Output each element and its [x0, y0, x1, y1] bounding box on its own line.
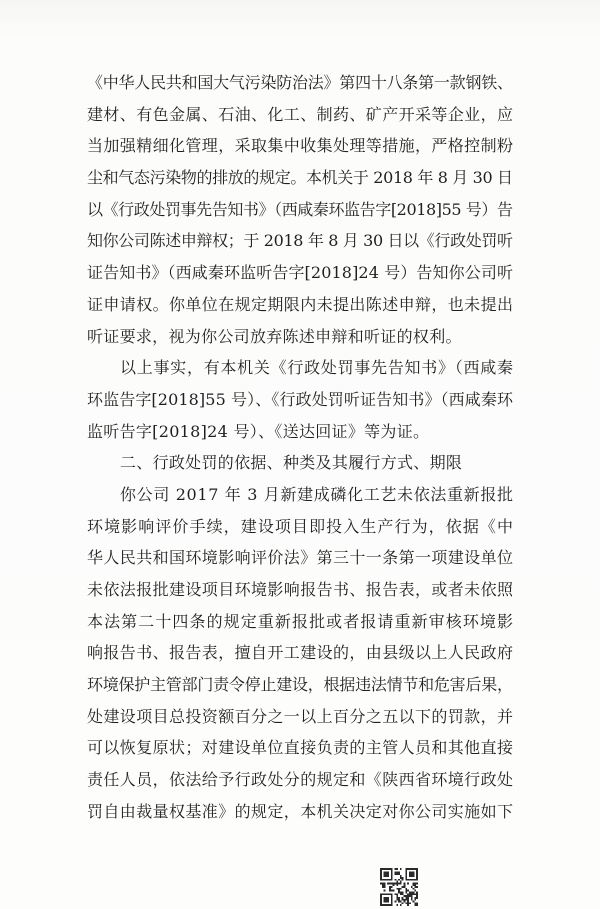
qr-module	[414, 893, 416, 895]
qr-module	[404, 895, 406, 897]
text-line: 罚自由裁量权基准》的规定，本机关决定对你公司实施如下	[87, 801, 514, 821]
qr-module	[380, 893, 382, 895]
text-line: 以上事实，有本机关《行政处罚事先告知书》（西咸秦	[120, 358, 514, 378]
qr-module	[404, 884, 406, 886]
qr-module	[380, 895, 382, 897]
paragraph-evidence	[87, 352, 513, 447]
qr-module	[394, 868, 396, 870]
qr-module	[407, 882, 409, 884]
qr-module	[413, 892, 415, 894]
qr-module	[384, 884, 386, 886]
qr-module	[398, 872, 400, 874]
qr-module	[384, 897, 386, 899]
qr-code-graphic	[380, 868, 418, 906]
qr-module	[409, 893, 411, 895]
paragraph-legal-basis-continued	[87, 67, 513, 352]
qr-module	[393, 884, 395, 886]
qr-module	[380, 882, 382, 884]
qr-module	[396, 882, 398, 884]
qr-module	[411, 893, 413, 895]
text-line: 尘和气态污染物的排放的规定。本机关于 2018 年 8 月 30 日	[87, 168, 513, 188]
qr-module	[407, 901, 409, 903]
qr-module	[409, 873, 411, 875]
qr-module	[405, 873, 407, 875]
qr-module	[380, 899, 382, 901]
qr-module	[404, 882, 406, 884]
qr-module	[384, 904, 386, 906]
qr-module	[387, 873, 389, 875]
qr-module	[391, 873, 393, 875]
qr-module	[414, 868, 416, 870]
qr-module	[391, 895, 393, 897]
qr-module	[396, 868, 398, 870]
qr-module	[407, 895, 409, 897]
qr-module	[407, 893, 409, 895]
qr-module	[391, 886, 393, 888]
qr-module	[387, 899, 389, 901]
qr-module	[391, 902, 393, 904]
text-line: 你公司 2017 年 3 月新建成磷化工艺未依法重新报批	[120, 484, 514, 504]
qr-module	[416, 877, 418, 879]
qr-module	[385, 893, 387, 895]
text-line: 处建设项目总投资额百分之一以上百分之五以下的罚款，并	[87, 706, 514, 726]
qr-module	[380, 868, 382, 870]
qr-module	[413, 868, 415, 870]
text-line: 华人民共和国环境影响评价法》第三十一条第一项建设单位	[87, 548, 514, 568]
text-line: 环境保护主管部门责令停止建设，根据违法情节和危害后果，	[87, 675, 513, 695]
qr-module	[416, 875, 418, 877]
qr-module	[405, 888, 407, 890]
qr-module	[404, 886, 406, 888]
qr-module	[402, 893, 404, 895]
qr-module	[387, 868, 389, 870]
qr-module	[400, 893, 402, 895]
qr-module	[380, 877, 382, 879]
qr-module	[414, 902, 416, 904]
text-line: 未依法报批建设项目环境影响报告书、报告表，或者未依照	[87, 580, 514, 599]
paragraph-penalty-basis	[87, 479, 513, 828]
text-line: 响报告书、报告表，擅自开工建设的，由县级以上人民政府	[87, 643, 514, 663]
qr-module	[414, 899, 416, 901]
qr-module	[396, 893, 398, 895]
qr-module	[416, 902, 418, 904]
qr-module	[389, 893, 391, 895]
qr-module	[400, 892, 402, 894]
qr-module	[402, 892, 404, 894]
qr-module	[400, 875, 402, 877]
qr-module	[385, 872, 387, 874]
qr-module	[407, 868, 409, 870]
qr-module	[416, 870, 418, 872]
qr-module	[387, 904, 389, 906]
text-line: 环境影响评价手续，建设项目即投入生产行为，依据《中	[87, 516, 515, 536]
qr-module	[405, 879, 407, 881]
qr-module	[416, 873, 418, 875]
qr-module	[382, 868, 384, 870]
qr-module	[416, 868, 418, 870]
qr-module	[391, 868, 393, 870]
qr-module	[385, 873, 387, 875]
qr-module	[396, 897, 398, 899]
qr-module	[385, 904, 387, 906]
qr-module	[398, 890, 400, 892]
qr-module	[411, 897, 413, 899]
qr-module	[394, 879, 396, 881]
qr-module	[389, 890, 391, 892]
qr-module	[413, 884, 415, 886]
qr-module	[398, 901, 400, 903]
qr-module	[411, 868, 413, 870]
qr-module	[391, 897, 393, 899]
qr-module	[391, 890, 393, 892]
qr-module	[382, 886, 384, 888]
qr-module	[380, 901, 382, 903]
qr-module	[394, 873, 396, 875]
qr-module	[407, 899, 409, 901]
qr-module	[384, 890, 386, 892]
qr-module	[405, 892, 407, 894]
section-heading-text: 二、行政处罚的依据、种类及其履行方式、期限	[120, 453, 463, 473]
qr-module	[404, 899, 406, 901]
qr-module	[407, 897, 409, 899]
qr-module	[416, 872, 418, 874]
qr-module	[382, 879, 384, 881]
qr-module	[413, 888, 415, 890]
qr-module	[384, 893, 386, 895]
qr-module	[414, 904, 416, 906]
text-line: 责任人员，依法给予行政处分的规定和《陕西省环境行政处	[87, 770, 514, 790]
qr-module	[391, 875, 393, 877]
qr-module	[396, 884, 398, 886]
qr-module	[409, 875, 411, 877]
qr-module	[402, 899, 404, 901]
qr-module	[391, 872, 393, 874]
qr-module	[402, 877, 404, 879]
qr-module	[407, 890, 409, 892]
qr-module	[380, 872, 382, 874]
qr-module	[409, 902, 411, 904]
qr-module	[413, 893, 415, 895]
qr-module	[382, 904, 384, 906]
qr-module	[407, 879, 409, 881]
qr-module	[409, 872, 411, 874]
qr-module	[411, 875, 413, 877]
qr-module	[398, 892, 400, 894]
qr-module	[398, 899, 400, 901]
qr-module	[396, 899, 398, 901]
qr-module	[380, 897, 382, 899]
qr-module	[384, 901, 386, 903]
qr-module	[387, 875, 389, 877]
qr-module	[405, 870, 407, 872]
qr-module	[396, 872, 398, 874]
qr-module	[387, 901, 389, 903]
qr-module	[391, 877, 393, 879]
qr-module	[394, 901, 396, 903]
qr-module	[398, 879, 400, 881]
qr-module	[394, 872, 396, 874]
qr-module	[396, 881, 398, 883]
qr-module	[409, 879, 411, 881]
qr-module	[411, 879, 413, 881]
qr-module	[380, 870, 382, 872]
qr-module	[398, 888, 400, 890]
qr-module	[405, 877, 407, 879]
qr-module	[398, 873, 400, 875]
qr-module	[391, 899, 393, 901]
qr-module	[385, 897, 387, 899]
qr-module	[416, 893, 418, 895]
qr-module	[416, 879, 418, 881]
qr-module	[387, 882, 389, 884]
qr-module	[404, 901, 406, 903]
qr-module	[409, 895, 411, 897]
qr-module	[400, 888, 402, 890]
qr-module	[389, 882, 391, 884]
qr-module	[385, 901, 387, 903]
qr-module	[382, 884, 384, 886]
qr-code-icon	[380, 868, 418, 906]
qr-module	[384, 873, 386, 875]
qr-module	[387, 872, 389, 874]
qr-module	[411, 872, 413, 874]
qr-module	[405, 895, 407, 897]
text-line: 环监告字[2018]55 号）、《行政处罚听证告知书》（西咸秦环	[87, 389, 514, 409]
qr-module	[413, 879, 415, 881]
qr-module	[396, 873, 398, 875]
qr-module	[416, 895, 418, 897]
qr-module	[413, 875, 415, 877]
qr-module	[389, 886, 391, 888]
text-line: 当加强精细化管理，采取集中收集处理等措施，严格控制粉	[87, 136, 514, 156]
text-line: 《中华人民共和国大气污染防治法》第四十八条第一款钢铁、	[87, 73, 513, 92]
qr-module	[391, 870, 393, 872]
qr-module	[398, 882, 400, 884]
qr-module	[384, 875, 386, 877]
qr-module	[380, 904, 382, 906]
qr-module	[400, 901, 402, 903]
qr-module	[391, 893, 393, 895]
text-line: 建材、有色金属、石油、化工、制药、矿产开采等企业，应	[87, 104, 514, 124]
qr-module	[380, 875, 382, 877]
text-line: 知你公司陈述申辩权；于 2018 年 8 月 30 日以《行政处罚听	[87, 231, 513, 251]
qr-module	[380, 873, 382, 875]
text-line: 听证要求，视为你公司放弃陈述申辩和听证的权利。	[87, 326, 462, 346]
qr-module	[416, 892, 418, 894]
qr-module	[380, 902, 382, 904]
qr-module	[387, 879, 389, 881]
qr-module	[405, 872, 407, 874]
qr-module	[396, 895, 398, 897]
qr-module	[394, 882, 396, 884]
qr-module	[402, 902, 404, 904]
qr-module	[384, 882, 386, 884]
qr-module	[380, 879, 382, 881]
qr-module	[402, 886, 404, 888]
qr-module	[402, 879, 404, 881]
qr-module	[389, 888, 391, 890]
qr-module	[411, 886, 413, 888]
qr-module	[402, 897, 404, 899]
qr-module	[413, 882, 415, 884]
qr-module	[405, 902, 407, 904]
qr-module	[384, 899, 386, 901]
qr-module	[400, 882, 402, 884]
document-body	[87, 67, 513, 828]
text-line: 证申请权。你单位在规定期限内未提出陈述申辩，也未提出	[87, 294, 514, 314]
qr-module	[411, 899, 413, 901]
qr-module	[384, 868, 386, 870]
qr-module	[411, 895, 413, 897]
text-line: 证告知书》（西咸秦环监听告字[2018]24 号）告知你公司听	[87, 263, 514, 283]
text-line: 监听告字[2018]24 号）、《送达回证》等为证。	[87, 421, 430, 441]
qr-module	[414, 897, 416, 899]
qr-module	[391, 904, 393, 906]
qr-module	[405, 890, 407, 892]
qr-module	[413, 873, 415, 875]
qr-module	[389, 879, 391, 881]
qr-module	[389, 868, 391, 870]
qr-module	[394, 893, 396, 895]
qr-module	[400, 881, 402, 883]
qr-module	[414, 884, 416, 886]
qr-module	[405, 897, 407, 899]
qr-module	[407, 902, 409, 904]
qr-module	[382, 893, 384, 895]
qr-module	[396, 904, 398, 906]
qr-module	[414, 879, 416, 881]
qr-module	[400, 868, 402, 870]
qr-module	[391, 879, 393, 881]
qr-module	[413, 901, 415, 903]
qr-module	[385, 875, 387, 877]
qr-module	[416, 904, 418, 906]
qr-module	[416, 886, 418, 888]
qr-module	[414, 886, 416, 888]
text-line: 本法第二十四条的规定重新报批或者报请重新审核环境影	[87, 611, 515, 631]
qr-module	[385, 868, 387, 870]
qr-module	[385, 899, 387, 901]
qr-module	[384, 872, 386, 874]
qr-module	[398, 897, 400, 899]
qr-module	[409, 892, 411, 894]
qr-module	[405, 899, 407, 901]
qr-module	[407, 904, 409, 906]
qr-module	[416, 897, 418, 899]
qr-module	[411, 873, 413, 875]
qr-module	[414, 890, 416, 892]
qr-module	[384, 886, 386, 888]
qr-module	[391, 882, 393, 884]
qr-module	[400, 877, 402, 879]
section-heading	[87, 447, 513, 479]
text-line: 可以恢复原状；对建设单位直接负责的主管人员和其他直接	[87, 738, 514, 758]
qr-module	[411, 892, 413, 894]
qr-module	[409, 868, 411, 870]
qr-module	[405, 868, 407, 870]
qr-module	[385, 879, 387, 881]
qr-module	[405, 875, 407, 877]
qr-module	[382, 882, 384, 884]
qr-module	[387, 897, 389, 899]
qr-module	[414, 882, 416, 884]
qr-module	[396, 888, 398, 890]
qr-module	[389, 904, 391, 906]
qr-module	[384, 879, 386, 881]
qr-module	[400, 904, 402, 906]
qr-module	[393, 882, 395, 884]
qr-module	[416, 882, 418, 884]
qr-module	[413, 872, 415, 874]
text-line: 以《行政处罚事先告知书》（西咸秦环监告字[2018]55 号）告	[87, 199, 513, 219]
qr-module	[391, 901, 393, 903]
qr-module	[387, 893, 389, 895]
qr-module	[393, 890, 395, 892]
